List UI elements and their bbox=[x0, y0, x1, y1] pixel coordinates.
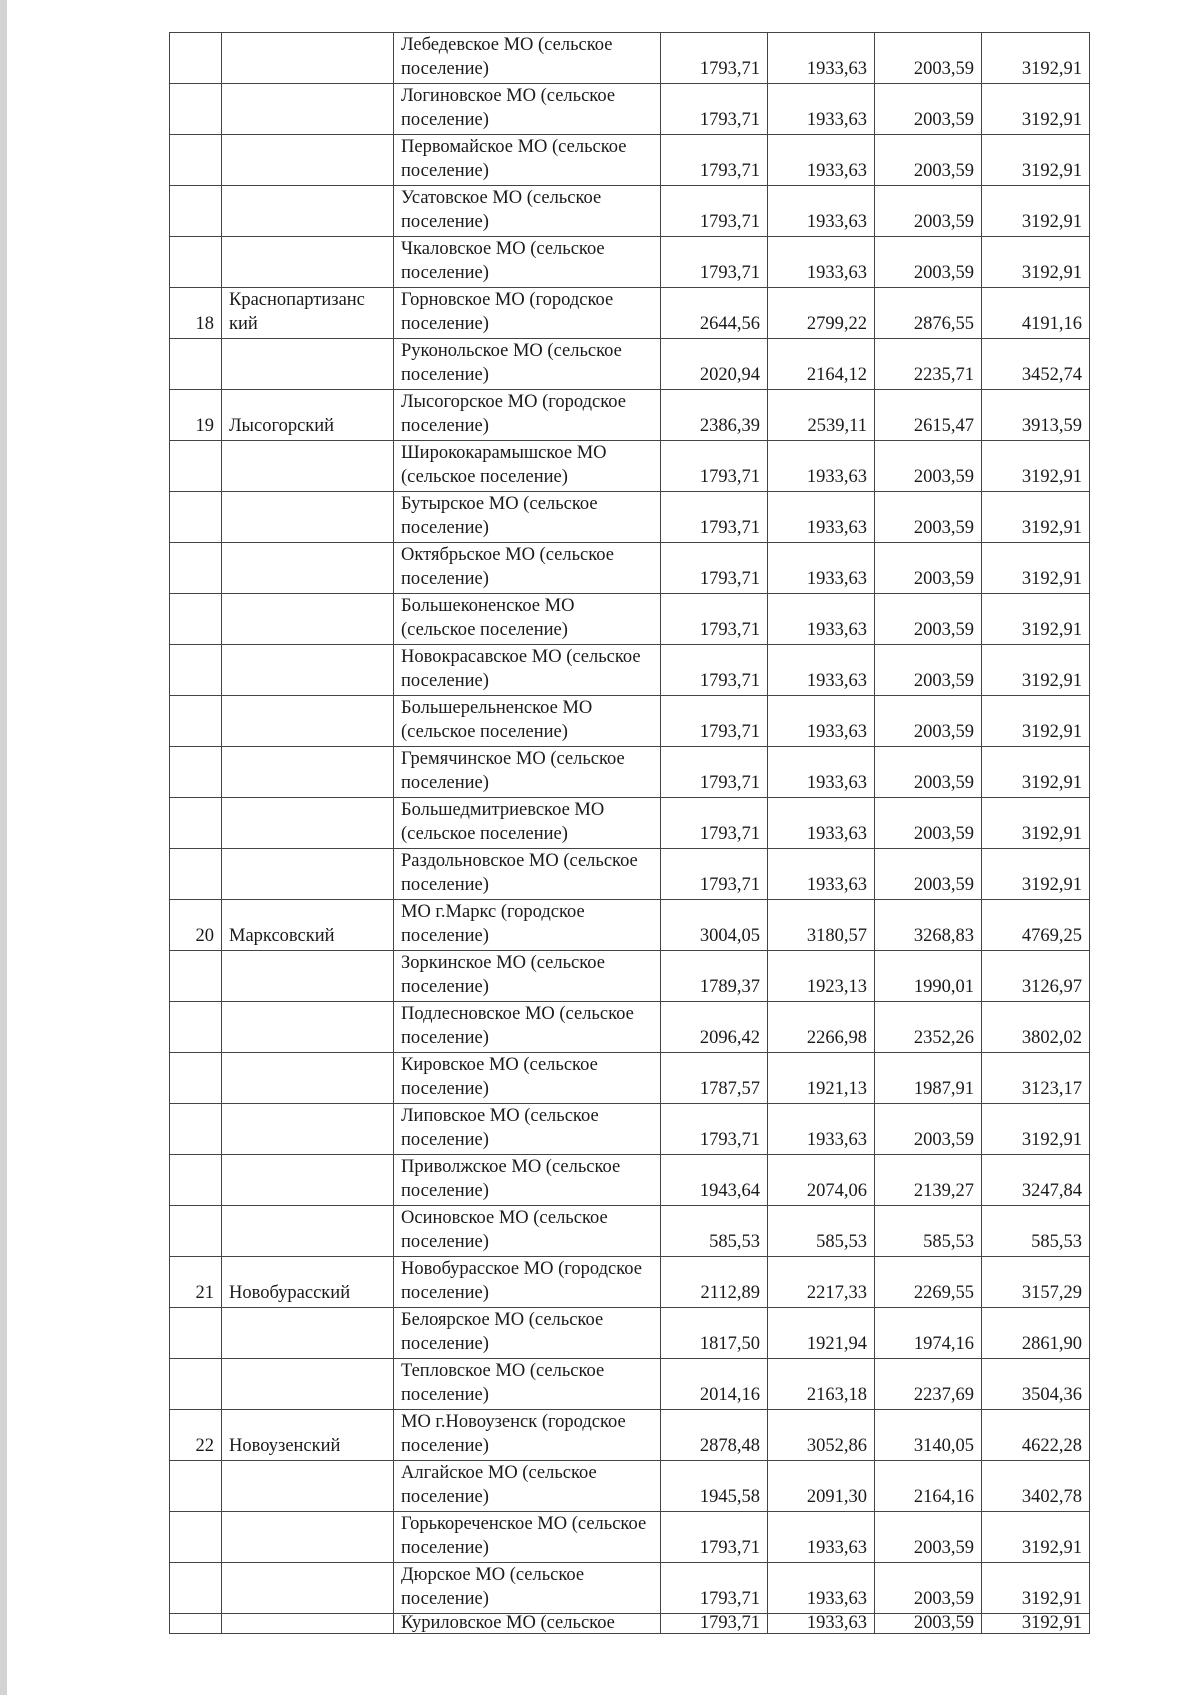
municipality-name-cell: Большедмитриевское МО (сельское поселение) bbox=[394, 798, 661, 849]
table-row bbox=[170, 1461, 1090, 1512]
table-row bbox=[170, 1410, 1090, 1461]
value-3-cell: 2003,59 bbox=[875, 492, 982, 543]
value-3-cell: 2003,59 bbox=[875, 135, 982, 186]
value-4-cell: 3504,36 bbox=[982, 1359, 1090, 1410]
district-name-cell bbox=[222, 135, 394, 186]
municipality-name-cell: Новокрасавское МО (сельское поселение) bbox=[394, 645, 661, 696]
value-3-cell: 2003,59 bbox=[875, 543, 982, 594]
row-number-cell bbox=[170, 696, 222, 747]
municipality-name-cell: Куриловское МО (сельское bbox=[394, 1614, 661, 1634]
municipality-name-cell: Подлесновское МО (сельское поселение) bbox=[394, 1002, 661, 1053]
value-1-cell: 1793,71 bbox=[661, 594, 768, 645]
value-2-cell: 1933,63 bbox=[768, 594, 875, 645]
value-3-cell: 2003,59 bbox=[875, 1104, 982, 1155]
table-row bbox=[170, 237, 1090, 288]
value-2-cell: 1933,63 bbox=[768, 798, 875, 849]
district-name-cell bbox=[222, 1512, 394, 1563]
municipality-name-cell: Большеконенское МО (сельское поселение) bbox=[394, 594, 661, 645]
value-1-cell: 1793,71 bbox=[661, 696, 768, 747]
district-name-cell: Новоузенский bbox=[222, 1410, 394, 1461]
district-name-cell bbox=[222, 696, 394, 747]
table-row bbox=[170, 951, 1090, 1002]
tariff-table-body bbox=[170, 33, 1090, 1634]
table-row bbox=[170, 1257, 1090, 1308]
value-3-cell: 2003,59 bbox=[875, 1512, 982, 1563]
value-1-cell: 1793,71 bbox=[661, 186, 768, 237]
district-name-cell bbox=[222, 1614, 394, 1634]
municipality-name-cell: Большерельненское МО (сельское поселение) bbox=[394, 696, 661, 747]
table-row bbox=[170, 84, 1090, 135]
row-number-cell: 18 bbox=[170, 288, 222, 339]
value-2-cell: 1933,63 bbox=[768, 135, 875, 186]
row-number-cell bbox=[170, 1053, 222, 1104]
value-1-cell: 1793,71 bbox=[661, 84, 768, 135]
municipality-name-cell: Кировское МО (сельское поселение) bbox=[394, 1053, 661, 1104]
value-2-cell: 1933,63 bbox=[768, 33, 875, 84]
municipality-name-cell: Ширококарамышское МО (сельское поселение) bbox=[394, 441, 661, 492]
value-3-cell: 2003,59 bbox=[875, 186, 982, 237]
table-row bbox=[170, 900, 1090, 951]
value-1-cell: 3004,05 bbox=[661, 900, 768, 951]
value-4-cell: 3402,78 bbox=[982, 1461, 1090, 1512]
value-2-cell: 3180,57 bbox=[768, 900, 875, 951]
row-number-cell bbox=[170, 747, 222, 798]
table-row bbox=[170, 696, 1090, 747]
value-2-cell: 2799,22 bbox=[768, 288, 875, 339]
value-3-cell: 2003,59 bbox=[875, 1614, 982, 1634]
value-1-cell: 1793,71 bbox=[661, 1512, 768, 1563]
table-row bbox=[170, 390, 1090, 441]
value-4-cell: 3157,29 bbox=[982, 1257, 1090, 1308]
value-1-cell: 1793,71 bbox=[661, 237, 768, 288]
value-2-cell: 1933,63 bbox=[768, 1563, 875, 1614]
value-3-cell: 585,53 bbox=[875, 1206, 982, 1257]
table-row bbox=[170, 1002, 1090, 1053]
value-2-cell: 2539,11 bbox=[768, 390, 875, 441]
value-3-cell: 2003,59 bbox=[875, 1563, 982, 1614]
municipality-name-cell: Горькореченское МО (сельское поселение) bbox=[394, 1512, 661, 1563]
value-1-cell: 2020,94 bbox=[661, 339, 768, 390]
value-1-cell: 1793,71 bbox=[661, 492, 768, 543]
value-1-cell: 1793,71 bbox=[661, 441, 768, 492]
tariff-table bbox=[169, 32, 1090, 1634]
value-3-cell: 2615,47 bbox=[875, 390, 982, 441]
value-1-cell: 1793,71 bbox=[661, 645, 768, 696]
value-4-cell: 3192,91 bbox=[982, 186, 1090, 237]
row-number-cell bbox=[170, 492, 222, 543]
value-2-cell: 1933,63 bbox=[768, 849, 875, 900]
table-row bbox=[170, 594, 1090, 645]
value-3-cell: 2003,59 bbox=[875, 441, 982, 492]
row-number-cell bbox=[170, 645, 222, 696]
row-number-cell: 21 bbox=[170, 1257, 222, 1308]
value-2-cell: 1933,63 bbox=[768, 543, 875, 594]
table-row-partial bbox=[170, 1614, 1090, 1634]
row-number-cell bbox=[170, 339, 222, 390]
value-4-cell: 4191,16 bbox=[982, 288, 1090, 339]
value-4-cell: 3192,91 bbox=[982, 84, 1090, 135]
district-name-cell bbox=[222, 237, 394, 288]
row-number-cell bbox=[170, 84, 222, 135]
value-1-cell: 2096,42 bbox=[661, 1002, 768, 1053]
municipality-name-cell: Осиновское МО (сельское поселение) bbox=[394, 1206, 661, 1257]
district-name-cell: Краснопартизанс кий bbox=[222, 288, 394, 339]
value-3-cell: 2003,59 bbox=[875, 33, 982, 84]
value-2-cell: 1933,63 bbox=[768, 441, 875, 492]
value-4-cell: 3192,91 bbox=[982, 696, 1090, 747]
value-4-cell: 4769,25 bbox=[982, 900, 1090, 951]
table-row bbox=[170, 339, 1090, 390]
value-1-cell: 2014,16 bbox=[661, 1359, 768, 1410]
district-name-cell bbox=[222, 84, 394, 135]
value-4-cell: 3192,91 bbox=[982, 1563, 1090, 1614]
district-name-cell bbox=[222, 339, 394, 390]
district-name-cell bbox=[222, 1002, 394, 1053]
value-4-cell: 3192,91 bbox=[982, 747, 1090, 798]
municipality-name-cell: Алгайское МО (сельское поселение) bbox=[394, 1461, 661, 1512]
value-3-cell: 2237,69 bbox=[875, 1359, 982, 1410]
value-2-cell: 2164,12 bbox=[768, 339, 875, 390]
value-4-cell: 3247,84 bbox=[982, 1155, 1090, 1206]
value-4-cell: 3126,97 bbox=[982, 951, 1090, 1002]
district-name-cell bbox=[222, 543, 394, 594]
value-4-cell: 3192,91 bbox=[982, 1614, 1090, 1634]
table-row bbox=[170, 1053, 1090, 1104]
value-3-cell: 2164,16 bbox=[875, 1461, 982, 1512]
row-number-cell bbox=[170, 135, 222, 186]
row-number-cell bbox=[170, 1461, 222, 1512]
value-1-cell: 2112,89 bbox=[661, 1257, 768, 1308]
row-number-cell bbox=[170, 441, 222, 492]
value-3-cell: 2139,27 bbox=[875, 1155, 982, 1206]
row-number-cell bbox=[170, 1308, 222, 1359]
value-4-cell: 3192,91 bbox=[982, 237, 1090, 288]
value-2-cell: 3052,86 bbox=[768, 1410, 875, 1461]
value-1-cell: 1793,71 bbox=[661, 798, 768, 849]
table-row bbox=[170, 1359, 1090, 1410]
value-2-cell: 1933,63 bbox=[768, 747, 875, 798]
table-row bbox=[170, 441, 1090, 492]
value-1-cell: 1789,37 bbox=[661, 951, 768, 1002]
value-2-cell: 1933,63 bbox=[768, 492, 875, 543]
value-4-cell: 3192,91 bbox=[982, 1104, 1090, 1155]
row-number-cell bbox=[170, 1359, 222, 1410]
value-2-cell: 1921,94 bbox=[768, 1308, 875, 1359]
value-1-cell: 1817,50 bbox=[661, 1308, 768, 1359]
table-row bbox=[170, 1563, 1090, 1614]
value-3-cell: 1990,01 bbox=[875, 951, 982, 1002]
value-1-cell: 1793,71 bbox=[661, 1614, 768, 1634]
value-1-cell: 585,53 bbox=[661, 1206, 768, 1257]
municipality-name-cell: Бутырское МО (сельское поселение) bbox=[394, 492, 661, 543]
row-number-cell bbox=[170, 1155, 222, 1206]
table-row bbox=[170, 798, 1090, 849]
value-3-cell: 2003,59 bbox=[875, 747, 982, 798]
value-3-cell: 2269,55 bbox=[875, 1257, 982, 1308]
value-1-cell: 1793,71 bbox=[661, 747, 768, 798]
value-2-cell: 1933,63 bbox=[768, 1614, 875, 1634]
municipality-name-cell: Лысогорское МО (городское поселение) bbox=[394, 390, 661, 441]
value-4-cell: 3192,91 bbox=[982, 798, 1090, 849]
municipality-name-cell: Зоркинское МО (сельское поселение) bbox=[394, 951, 661, 1002]
row-number-cell bbox=[170, 33, 222, 84]
value-1-cell: 1793,71 bbox=[661, 135, 768, 186]
municipality-name-cell: Белоярское МО (сельское поселение) bbox=[394, 1308, 661, 1359]
row-number-cell bbox=[170, 594, 222, 645]
district-name-cell bbox=[222, 1155, 394, 1206]
value-4-cell: 3192,91 bbox=[982, 594, 1090, 645]
value-3-cell: 3140,05 bbox=[875, 1410, 982, 1461]
district-name-cell bbox=[222, 1563, 394, 1614]
value-2-cell: 1933,63 bbox=[768, 1512, 875, 1563]
municipality-name-cell: Дюрское МО (сельское поселение) bbox=[394, 1563, 661, 1614]
district-name-cell bbox=[222, 645, 394, 696]
value-1-cell: 1945,58 bbox=[661, 1461, 768, 1512]
value-2-cell: 1933,63 bbox=[768, 1104, 875, 1155]
district-name-cell bbox=[222, 33, 394, 84]
value-2-cell: 585,53 bbox=[768, 1206, 875, 1257]
table-row bbox=[170, 288, 1090, 339]
district-name-cell: Новобурасский bbox=[222, 1257, 394, 1308]
value-3-cell: 2003,59 bbox=[875, 849, 982, 900]
value-4-cell: 3802,02 bbox=[982, 1002, 1090, 1053]
value-1-cell: 2878,48 bbox=[661, 1410, 768, 1461]
row-number-cell: 19 bbox=[170, 390, 222, 441]
row-number-cell bbox=[170, 1512, 222, 1563]
row-number-cell bbox=[170, 849, 222, 900]
table-row bbox=[170, 645, 1090, 696]
table-row bbox=[170, 492, 1090, 543]
value-4-cell: 3192,91 bbox=[982, 441, 1090, 492]
district-name-cell bbox=[222, 1461, 394, 1512]
value-2-cell: 1923,13 bbox=[768, 951, 875, 1002]
district-name-cell bbox=[222, 492, 394, 543]
row-number-cell: 20 bbox=[170, 900, 222, 951]
value-4-cell: 3192,91 bbox=[982, 33, 1090, 84]
value-3-cell: 1987,91 bbox=[875, 1053, 982, 1104]
value-4-cell: 4622,28 bbox=[982, 1410, 1090, 1461]
value-2-cell: 2163,18 bbox=[768, 1359, 875, 1410]
value-4-cell: 3192,91 bbox=[982, 543, 1090, 594]
row-number-cell bbox=[170, 798, 222, 849]
table-row bbox=[170, 186, 1090, 237]
district-name-cell: Лысогорский bbox=[222, 390, 394, 441]
value-4-cell: 585,53 bbox=[982, 1206, 1090, 1257]
value-3-cell: 2352,26 bbox=[875, 1002, 982, 1053]
table-row bbox=[170, 1512, 1090, 1563]
value-4-cell: 3192,91 bbox=[982, 492, 1090, 543]
value-3-cell: 2003,59 bbox=[875, 84, 982, 135]
row-number-cell bbox=[170, 1206, 222, 1257]
value-1-cell: 1793,71 bbox=[661, 1104, 768, 1155]
table-row bbox=[170, 135, 1090, 186]
district-name-cell bbox=[222, 1104, 394, 1155]
row-number-cell bbox=[170, 951, 222, 1002]
district-name-cell bbox=[222, 1206, 394, 1257]
row-number-cell bbox=[170, 543, 222, 594]
value-3-cell: 3268,83 bbox=[875, 900, 982, 951]
value-2-cell: 1933,63 bbox=[768, 645, 875, 696]
row-number-cell bbox=[170, 1614, 222, 1634]
value-3-cell: 2003,59 bbox=[875, 594, 982, 645]
municipality-name-cell: Горновское МО (городское поселение) bbox=[394, 288, 661, 339]
value-3-cell: 2235,71 bbox=[875, 339, 982, 390]
value-4-cell: 3913,59 bbox=[982, 390, 1090, 441]
value-4-cell: 3452,74 bbox=[982, 339, 1090, 390]
municipality-name-cell: Октябрьское МО (сельское поселение) bbox=[394, 543, 661, 594]
district-name-cell: Марксовский bbox=[222, 900, 394, 951]
table-row bbox=[170, 849, 1090, 900]
value-4-cell: 3192,91 bbox=[982, 849, 1090, 900]
value-1-cell: 2644,56 bbox=[661, 288, 768, 339]
value-3-cell: 2876,55 bbox=[875, 288, 982, 339]
value-1-cell: 1793,71 bbox=[661, 849, 768, 900]
municipality-name-cell: Приволжское МО (сельское поселение) bbox=[394, 1155, 661, 1206]
row-number-cell bbox=[170, 1563, 222, 1614]
district-name-cell bbox=[222, 441, 394, 492]
value-4-cell: 3123,17 bbox=[982, 1053, 1090, 1104]
value-1-cell: 1793,71 bbox=[661, 33, 768, 84]
municipality-name-cell: Тепловское МО (сельское поселение) bbox=[394, 1359, 661, 1410]
row-number-cell bbox=[170, 186, 222, 237]
municipality-name-cell: Руконольское МО (сельское поселение) bbox=[394, 339, 661, 390]
row-number-cell bbox=[170, 1104, 222, 1155]
municipality-name-cell: Новобурасское МО (городское поселение) bbox=[394, 1257, 661, 1308]
municipality-name-cell: МО г.Маркс (городское поселение) bbox=[394, 900, 661, 951]
municipality-name-cell: Раздольновское МО (сельское поселение) bbox=[394, 849, 661, 900]
municipality-name-cell: Лебедевское МО (сельское поселение) bbox=[394, 33, 661, 84]
value-1-cell: 1793,71 bbox=[661, 1563, 768, 1614]
value-3-cell: 2003,59 bbox=[875, 237, 982, 288]
value-2-cell: 1933,63 bbox=[768, 186, 875, 237]
value-2-cell: 1933,63 bbox=[768, 696, 875, 747]
value-1-cell: 1793,71 bbox=[661, 543, 768, 594]
value-2-cell: 1933,63 bbox=[768, 237, 875, 288]
value-3-cell: 2003,59 bbox=[875, 696, 982, 747]
value-3-cell: 1974,16 bbox=[875, 1308, 982, 1359]
district-name-cell bbox=[222, 1053, 394, 1104]
value-2-cell: 2217,33 bbox=[768, 1257, 875, 1308]
district-name-cell bbox=[222, 1308, 394, 1359]
municipality-name-cell: Липовское МО (сельское поселение) bbox=[394, 1104, 661, 1155]
table-row bbox=[170, 747, 1090, 798]
value-1-cell: 1787,57 bbox=[661, 1053, 768, 1104]
value-3-cell: 2003,59 bbox=[875, 645, 982, 696]
value-2-cell: 1921,13 bbox=[768, 1053, 875, 1104]
value-1-cell: 2386,39 bbox=[661, 390, 768, 441]
municipality-name-cell: Гремячинское МО (сельское поселение) bbox=[394, 747, 661, 798]
table-row bbox=[170, 33, 1090, 84]
district-name-cell bbox=[222, 1359, 394, 1410]
value-4-cell: 3192,91 bbox=[982, 1512, 1090, 1563]
district-name-cell bbox=[222, 849, 394, 900]
municipality-name-cell: МО г.Новоузенск (городское поселение) bbox=[394, 1410, 661, 1461]
table-row bbox=[170, 1155, 1090, 1206]
municipality-name-cell: Чкаловское МО (сельское поселение) bbox=[394, 237, 661, 288]
value-2-cell: 1933,63 bbox=[768, 84, 875, 135]
row-number-cell bbox=[170, 1002, 222, 1053]
value-2-cell: 2091,30 bbox=[768, 1461, 875, 1512]
municipality-name-cell: Логиновское МО (сельское поселение) bbox=[394, 84, 661, 135]
table-row bbox=[170, 1104, 1090, 1155]
value-4-cell: 3192,91 bbox=[982, 645, 1090, 696]
value-4-cell: 3192,91 bbox=[982, 135, 1090, 186]
table-row bbox=[170, 1308, 1090, 1359]
table-row bbox=[170, 543, 1090, 594]
value-2-cell: 2266,98 bbox=[768, 1002, 875, 1053]
value-2-cell: 2074,06 bbox=[768, 1155, 875, 1206]
municipality-name-cell: Усатовское МО (сельское поселение) bbox=[394, 186, 661, 237]
value-3-cell: 2003,59 bbox=[875, 798, 982, 849]
district-name-cell bbox=[222, 594, 394, 645]
district-name-cell bbox=[222, 747, 394, 798]
value-1-cell: 1943,64 bbox=[661, 1155, 768, 1206]
table-row bbox=[170, 1206, 1090, 1257]
row-number-cell: 22 bbox=[170, 1410, 222, 1461]
row-number-cell bbox=[170, 237, 222, 288]
municipality-name-cell: Первомайское МО (сельское поселение) bbox=[394, 135, 661, 186]
scan-left-edge bbox=[0, 0, 7, 1695]
district-name-cell bbox=[222, 798, 394, 849]
value-4-cell: 2861,90 bbox=[982, 1308, 1090, 1359]
district-name-cell bbox=[222, 951, 394, 1002]
district-name-cell bbox=[222, 186, 394, 237]
